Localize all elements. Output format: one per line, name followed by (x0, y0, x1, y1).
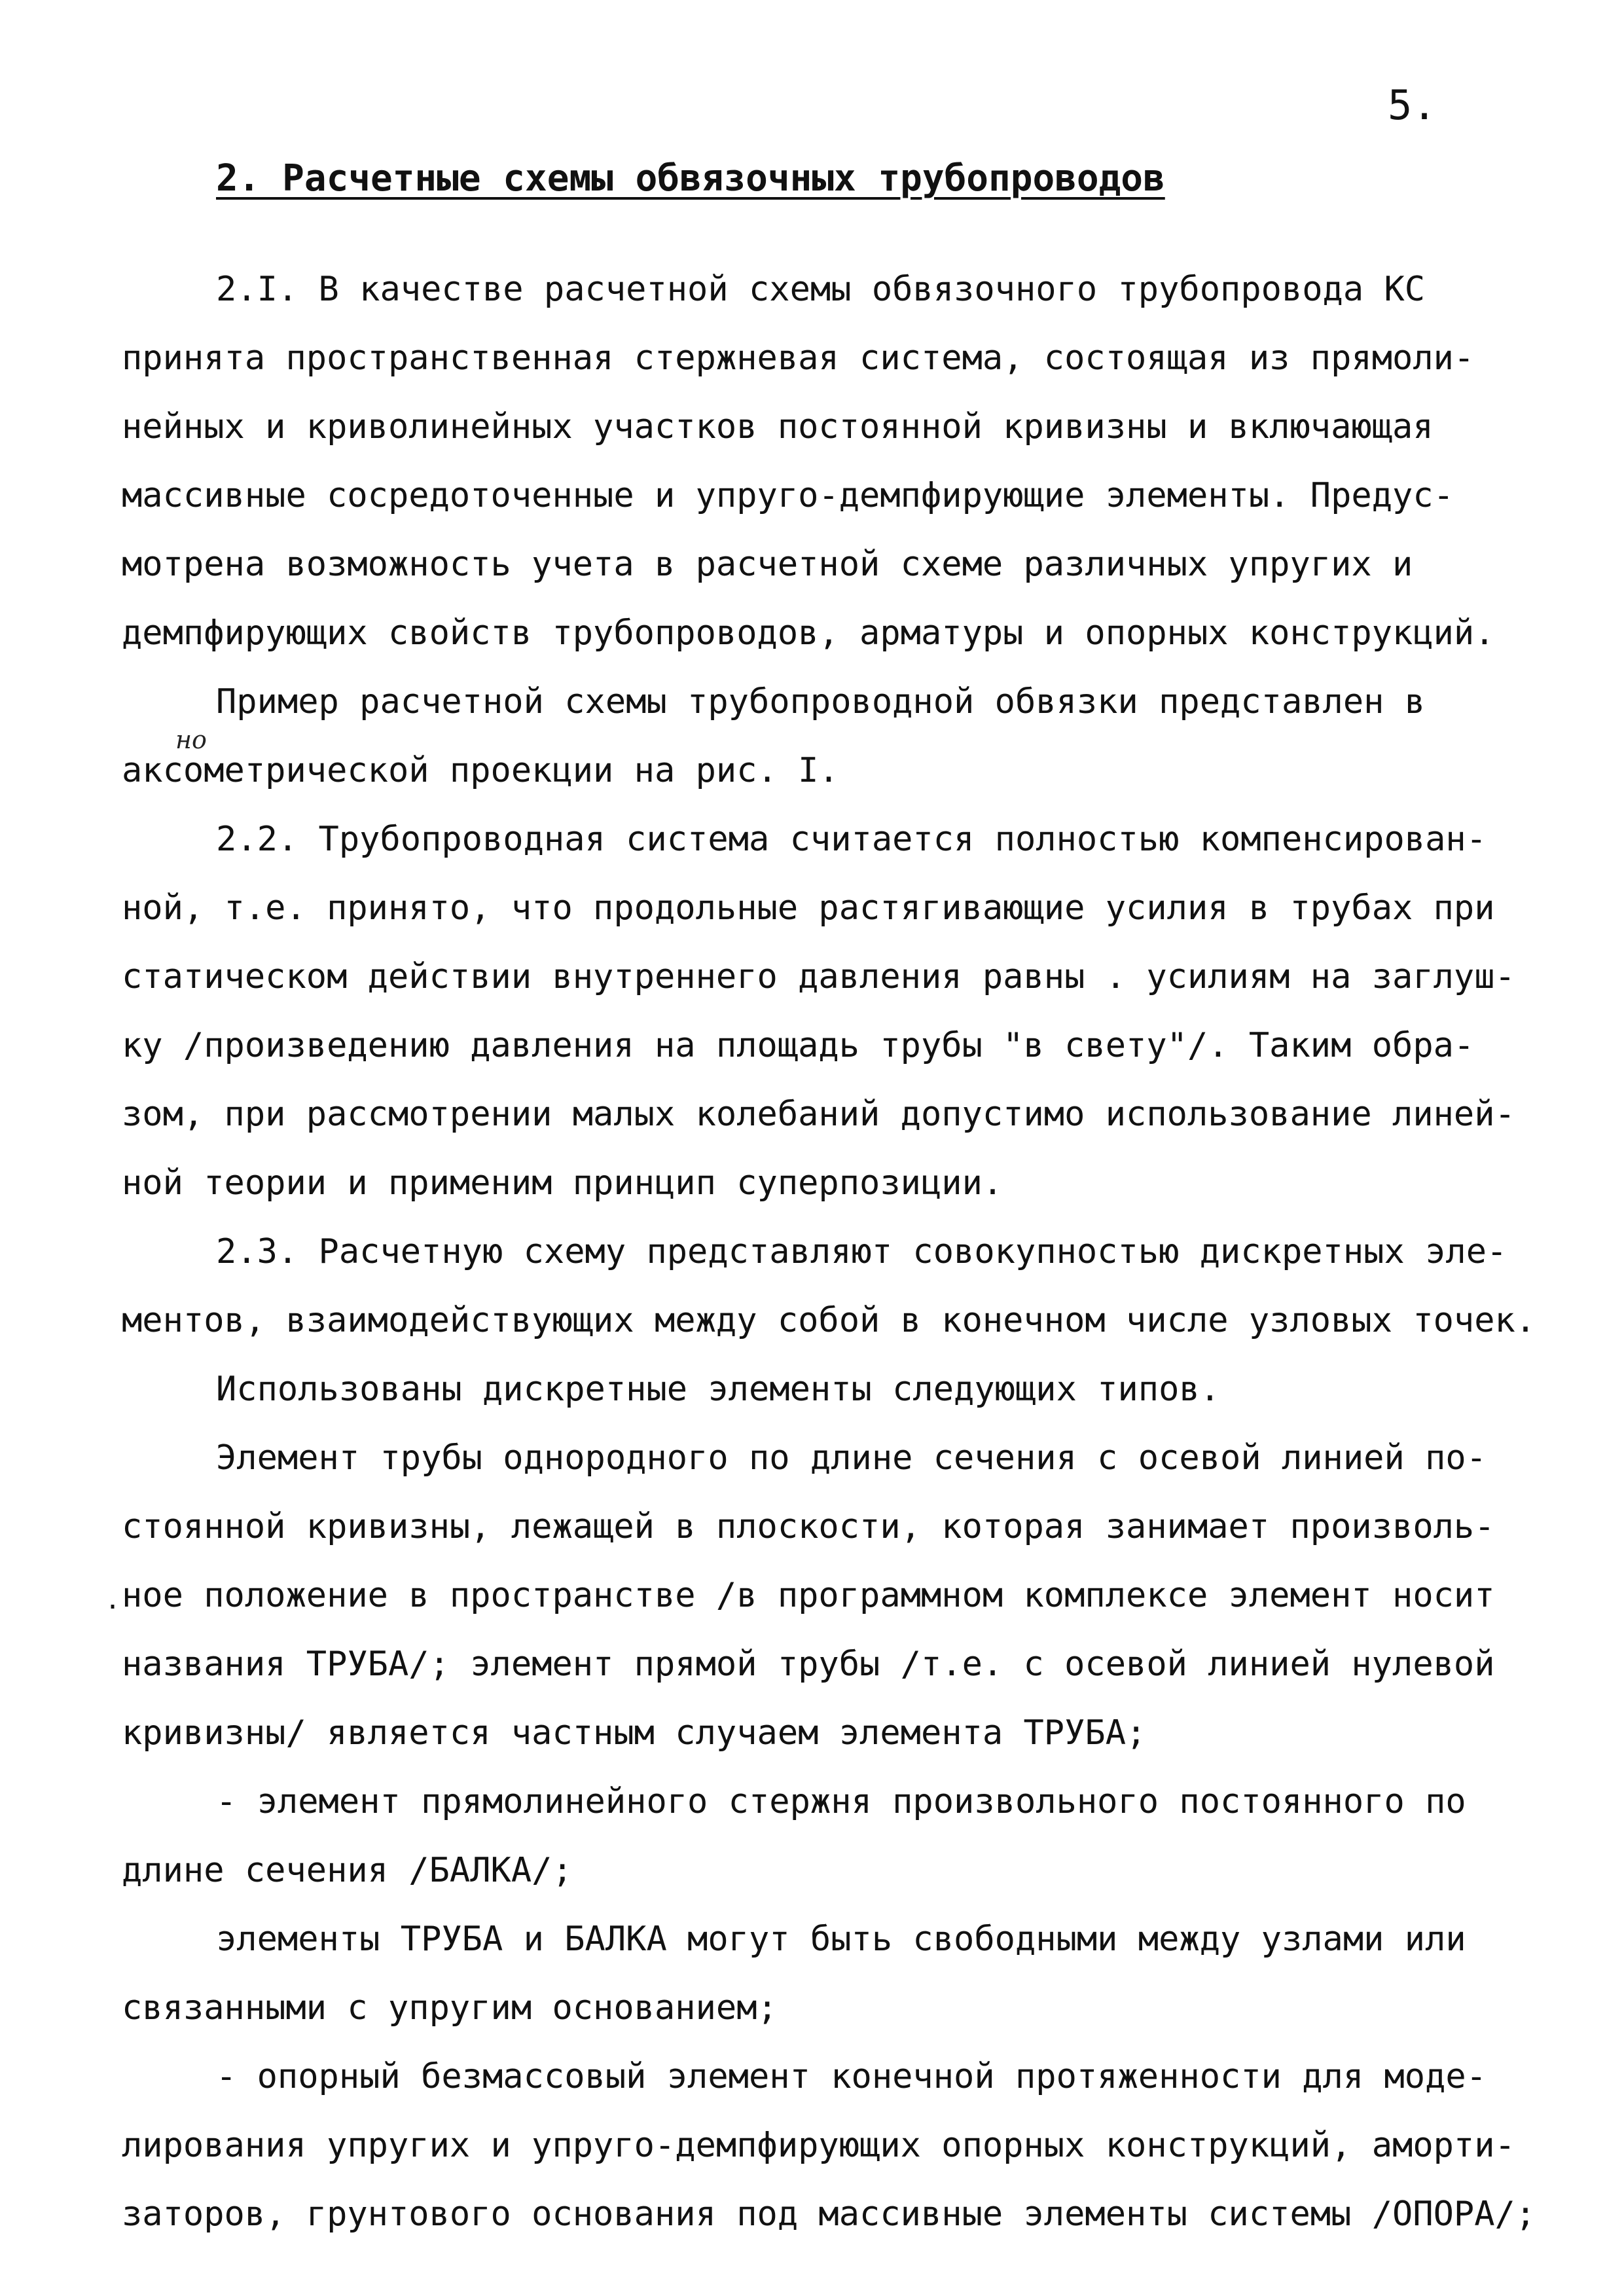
paragraph-line: Элемент трубы однородного по длине сечения с осевой линией по- (216, 1438, 1487, 1478)
paragraph-line: элементы ТРУБА и БАЛКА могут быть свободными между узлами или (216, 1920, 1466, 1959)
paragraph-line: аксометрической проекции на рис. I. (122, 751, 839, 790)
paragraph-line: массивные сосредоточенные и упруго-демпфирующие элементы. Предус- (122, 476, 1454, 515)
paragraph-line: - опорный безмассовый элемент конечной протяженности для моде- (216, 2057, 1487, 2096)
margin-dot: · (105, 1592, 121, 1622)
handwritten-annotation: но (175, 725, 207, 754)
paragraph-line: кривизны/ является частным случаем элемента ТРУБА; (122, 1713, 1147, 1753)
paragraph-line: ной теории и применим принцип суперпозиции. (122, 1163, 1003, 1203)
paragraph-line: статическом действии внутреннего давления равны . усилиям на заглуш- (122, 957, 1515, 996)
page-number: 5. (1388, 81, 1437, 129)
paragraph-line: зом, при рассмотрении малых колебаний допустимо использование линей- (122, 1095, 1515, 1134)
paragraph-line: принята пространственная стержневая система, состоящая из прямоли- (122, 338, 1475, 378)
paragraph-line: мотрена возможность учета в расчетной схеме различных упругих и (122, 545, 1413, 584)
paragraph-line: Использованы дискретные элементы следующих типов. (216, 1370, 1221, 1409)
section-heading: 2. Расчетные схемы обвязочных трубопроводов (216, 157, 1165, 200)
paragraph-line: 2.3. Расчетную схему представляют совокупностью дискретных эле- (216, 1232, 1507, 1271)
paragraph-line: ку /произведению давления на площадь трубы "в свету"/. Таким обра- (122, 1026, 1475, 1065)
paragraph-line: заторов, грунтового основания под массивные элементы системы /ОПОРА/; (122, 2195, 1536, 2234)
paragraph-line: связанными с упругим основанием; (122, 1988, 778, 2028)
paragraph-line: ментов, взаимодействующих между собой в конечном числе узловых точек. (122, 1301, 1536, 1340)
body-text (122, 255, 1536, 2249)
paragraph-line: ной, т.е. принято, что продольные растягивающие усилия в трубах при (122, 888, 1495, 928)
paragraph-line: - элемент прямолинейного стержня произвольного постоянного по (216, 1782, 1466, 1821)
paragraph-line: названия ТРУБА/; элемент прямой трубы /т.е. с осевой линией нулевой (122, 1645, 1495, 1684)
paragraph-line: длине сечения /БАЛКА/; (122, 1851, 573, 1890)
paragraph-line: ное положение в пространстве /в программном комплексе элемент носит (122, 1576, 1495, 1615)
paragraph-line: 2.I. В качестве расчетной схемы обвязочного трубопровода КС (216, 270, 1426, 309)
paragraph-line: Пример расчетной схемы трубопроводной обвязки представлен в (216, 682, 1426, 721)
paragraph-line: демпфирующих свойств трубопроводов, арматуры и опорных конструкций. (122, 613, 1495, 653)
paragraph-line: нейных и криволинейных участков постоянной кривизны и включающая (122, 407, 1434, 446)
paragraph-line: лирования упругих и упруго-демпфирующих опорных конструкций, аморти- (122, 2126, 1515, 2165)
paragraph-line: стоянной кривизны, лежащей в плоскости, которая занимает произволь- (122, 1507, 1495, 1546)
paragraph-line: 2.2. Трубопроводная система считается полностью компенсирован- (216, 820, 1487, 859)
